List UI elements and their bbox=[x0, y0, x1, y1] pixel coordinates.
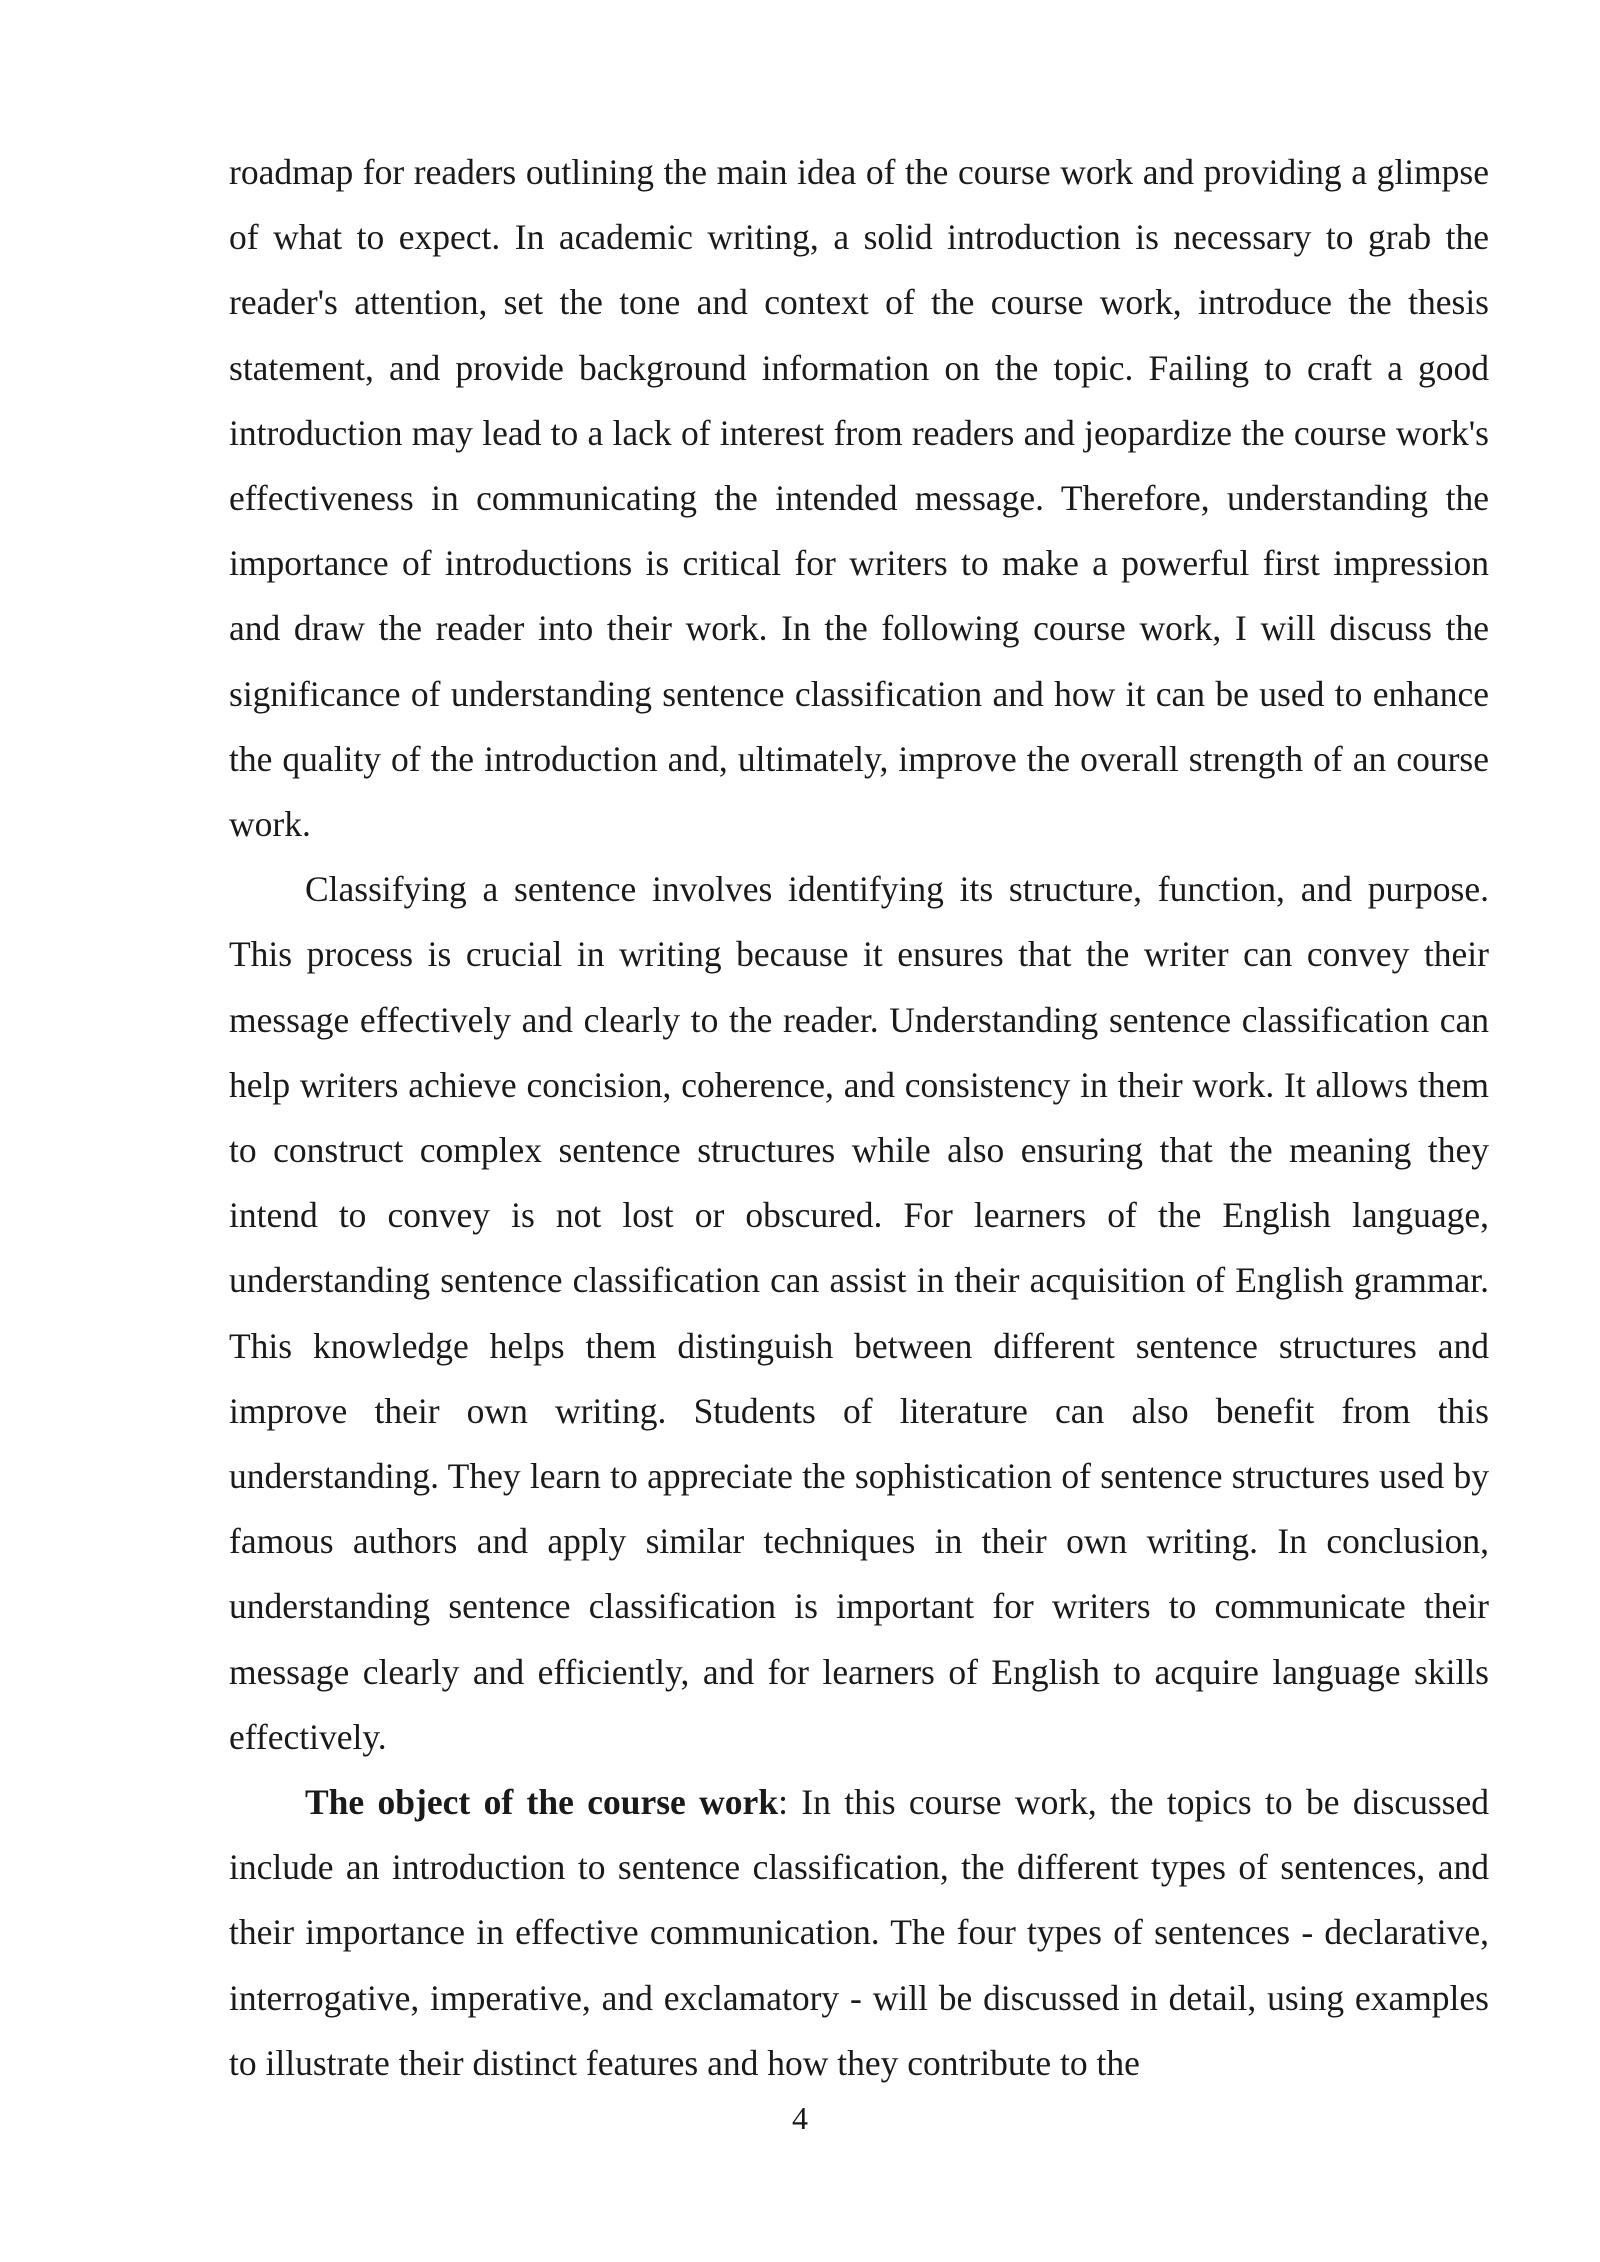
object-description: : In this course work, the topics to be discussed include an introduction to sentence classification, the different types of sentences, and their importance in effective communication. The four types of sentences - declarative, interrogative, imperative, and exclamatory - will be discussed in detail, using examples to illustrate their distinct features and how they contribute to the bbox=[229, 1782, 1489, 2083]
object-heading: The object of the course work bbox=[305, 1782, 779, 1823]
page-number: 4 bbox=[792, 2100, 808, 2136]
body-text bbox=[229, 140, 1489, 2096]
paragraph-object-of-course-work bbox=[229, 1770, 1489, 2096]
paragraph-continuation: roadmap for readers outlining the main idea of the course work and providing a glimpse of what to expect. In academic writing, a solid introduction is necessary to grab the reader's attention, set the tone and context of the course work, introduce the thesis statement, and provide background information on the topic. Failing to craft a good introduction may lead to a lack of interest from readers and jeopardize the course work's effectiveness in communicating the intended message. Therefore, understanding the importance of introductions is critical for writers to make a powerful first impression and draw the reader into their work. In the following course work, I will discuss the significance of understanding sentence classification and how it can be used to enhance the quality of the introduction and, ultimately, improve the overall strength of an course work. bbox=[229, 152, 1489, 845]
paragraph-sentence-classification: Classifying a sentence involves identifying its structure, function, and purpose. This process is crucial in writing because it ensures that the writer can convey their message effectively and clearly to the reader. Understanding sentence classification can help writers achieve concision, coherence, and consistency in their work. It allows them to construct complex sentence structures while also ensuring that the meaning they intend to convey is not lost or obscured. For learners of the English language, understanding sentence classification can assist in their acquisition of English grammar. This knowledge helps them distinguish between different sentence structures and improve their own writing. Students of literature can also benefit from this understanding. They learn to appreciate the sophistication of sentence structures used by famous authors and apply similar techniques in their own writing. In conclusion, understanding sentence classification is important for writers to communicate their message clearly and efficiently, and for learners of English to acquire language skills effectively. bbox=[229, 869, 1489, 1757]
